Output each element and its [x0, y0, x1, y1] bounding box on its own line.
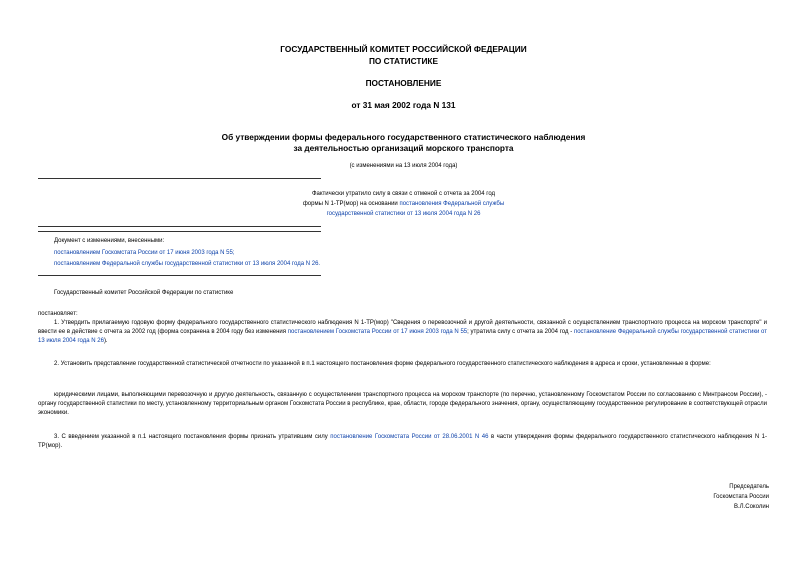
paragraph-1 [38, 319, 767, 346]
status-line2 [0, 200, 807, 209]
paragraph-1-text: ; утратила силу с отчета за 2004 год - [467, 329, 574, 335]
paragraph-1-text: 1. Утвердить прилагаемую годовую форму федерального государственного статистического наблюдения N 1-ТР(мор) "Сведения о перевозочной и другой деятельности, связанной с осуществлением транспортного процесса на морском транспорте" и ввести ее в действие с отчета за 2002 год (форма сохранена в 2004 году без изменения [38, 320, 767, 335]
signature-name: В.Л.Соколин [733, 504, 769, 510]
signature-title: Председатель [729, 484, 769, 490]
resolves-text: постановляет: [38, 311, 78, 317]
status-line3 [0, 210, 807, 219]
amendment-link-2[interactable]: постановлением Федеральной службы государственной статистики от 13 июля 2004 года N 26. [54, 261, 321, 267]
status-link-cont[interactable]: государственной статистики от 13 июля 2004 года N 26 [326, 211, 481, 217]
divider [38, 275, 321, 276]
document-title-line2: за деятельностью организаций морского транспорта [293, 143, 514, 153]
paragraph-3: юридическими лицами, выполняющими перевозочную и другую деятельность, связанную с осуществлением транспортного процесса на морском транспорте (по перечню, установленному Госкомстатом России по согласованию с Минтрансом России), - органу государственной статистики по месту, установленному территориальным органом Госкомстата России в республике, крае, области, городе федерального значения, органу, осуществляющему государственное регулирование в соответствующей отрасли экономики. [38, 392, 767, 416]
paragraph-4-text: 3. С введением указанной в п.1 настоящего постановления формы признать утратившим силу [54, 434, 331, 440]
divider [38, 178, 321, 179]
changes-note: (с изменениями на 13 июля 2004 года) [349, 163, 458, 169]
paragraph-4-text: в части утверждения формы федерального государственного статистического наблюдения N 1-ТР(мор). [38, 434, 767, 449]
status-line1: Фактически утратило силу в связи с отменой с отчета за 2004 год [311, 191, 496, 197]
org-name-line1: ГОСУДАРСТВЕННЫЙ КОМИТЕТ РОССИЙСКОЙ ФЕДЕРАЦИИ [280, 44, 527, 54]
issuer-text: Государственный комитет Российской Федерации по статистике [54, 290, 234, 296]
divider [38, 231, 321, 232]
paragraph-1-link-1[interactable]: постановлением Госкомстата России от 17 июня 2003 года N 55 [287, 329, 468, 335]
status-link[interactable]: постановления Федеральной службы [399, 201, 505, 207]
org-name-line2: ПО СТАТИСТИКЕ [368, 56, 439, 66]
amendment-link-1[interactable]: постановлением Госкомстата России от 17 июня 2003 года N 55; [54, 250, 235, 256]
amendments-heading: Документ с изменениями, внесенными: [54, 238, 165, 244]
divider [38, 226, 321, 227]
document-date: от 31 мая 2002 года N 131 [351, 100, 456, 110]
paragraph-1-text: ). [103, 338, 108, 344]
status-text: формы N 1-ТР(мор) на основании [302, 201, 400, 207]
paragraph-1-link-2[interactable]: постановление Федеральной службы государственной статистики от 13 июля 2004 года N 26 [38, 329, 767, 344]
paragraph-2: 2. Установить представление государственной статистической отчетности по указанной в п.1 настоящего постановления форме федерального государственного статистического наблюдения в адреса и сроки, установленные в форме: [54, 361, 711, 367]
paragraph-4-link[interactable]: постановление Госкомстата России от 28.06.2001 N 46 [330, 434, 489, 440]
signature-organization: Госкомстата России [713, 494, 769, 500]
document-type: ПОСТАНОВЛЕНИЕ [365, 78, 442, 88]
paragraph-4 [38, 433, 767, 451]
document-title-line1: Об утверждении формы федерального государственного статистического наблюдения [221, 132, 586, 142]
